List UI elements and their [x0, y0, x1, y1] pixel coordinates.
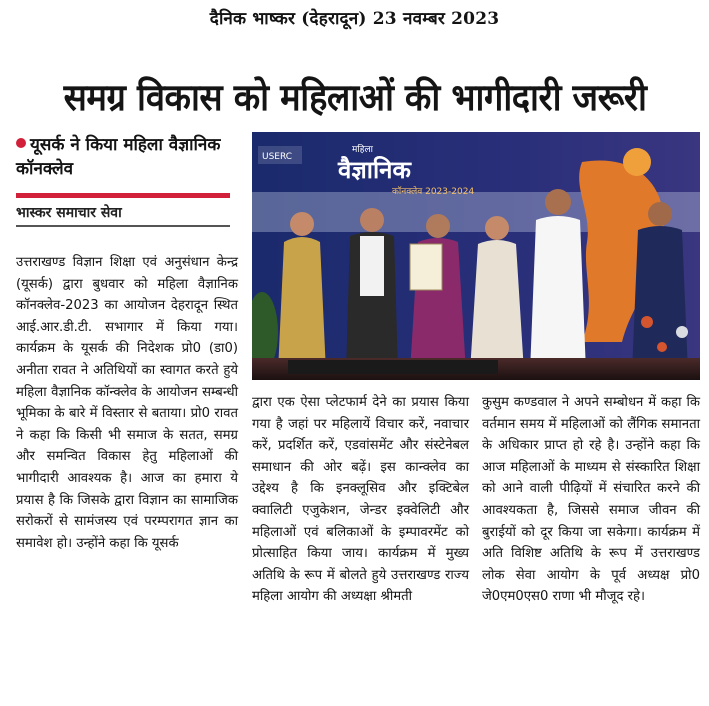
- event-photo: [252, 132, 700, 380]
- masthead: दैनिक भाष्कर (देहरादून) 23 नवम्बर 2023: [209, 9, 500, 29]
- divider: [16, 225, 230, 227]
- banner-title: वैज्ञानिक: [338, 156, 411, 184]
- banner-subtitle: कॉनक्लेव 2023-2024: [392, 187, 475, 197]
- accent-bar: [16, 193, 230, 198]
- subheadline: [16, 133, 230, 181]
- article-column-2: द्वारा एक ऐसा प्लेटफार्म देने का प्रयास किया गया है जहां पर महिलायें विचार करें, नवाचार करें, प्रदर्शित करें, एडवांसमेंट और संस्टेनेबल समाधान की ओर बढ़ें। इस कान्क्लेव का उद्देश्य है कि इनक्लूसिव और इक्टिबेल क्वालिटी एजुकेशन, जेन्डर इक्वेलिटी और महिलाओं एवं बलिकाओं के इम्पावरमेंट को प्रोत्साहित किया जाय। कार्यक्रम में मुख्य अतिथि के रूप में बोलते हुये उत्तराखण्ड राज्य महिला आयोग की अध्यक्षा श्रीमती: [252, 395, 469, 605]
- article-column-1: उत्तराखण्ड विज्ञान शिक्षा एवं अनुसंधान केन्द्र (यूसर्क) द्वारा बुधवार को महिला वैज्ञानिक कॉनक्लेव-2023 का आयोजन देहरादून स्थित आई.आर.डी.टी. सभागार में किया गया। कार्यक्रम के यूसर्क की निदेशक प्रो0 (डा0) अनीता रावत ने अतिथियों का स्वागत करते हुये महिला वैज्ञानिक कॉन्क्लेव के आयोजन सम्बन्धी भूमिका के बारे में विस्तार से बताया। प्रो0 रावत ने कहा कि किसी भी समाज के सतत, समग्र और समन्वित विकास हेतु महिलाओं की भागीदारी आवश्यक है। आज का हमारा ये प्रयास है कि जिसके द्वारा विज्ञान का सामाजिक सरोकरों से सामंजस्य एवं परम्परागत ज्ञान का समावेश हो। उन्होंने कहा कि यूसर्क: [16, 255, 238, 551]
- banner-small-text: महिला: [352, 145, 373, 155]
- photo-illustration: [252, 132, 700, 380]
- subheadline-text: यूसर्क ने किया महिला वैज्ञानिक कॉनक्लेव: [16, 135, 221, 179]
- headline: समग्र विकास को महिलाओं की भागीदारी जरूरी: [63, 76, 647, 119]
- logo-text: USERC: [262, 152, 293, 162]
- article-column-3: कुसुम कण्डवाल ने अपने सम्बोधन में कहा कि वर्तमान समय में महिलाओं को लैंगिक समानता के अधिकार प्राप्त हो रहे है। उन्होंने कहा कि आज महिलाओं के माध्यम से संस्कारित शिक्षा को आने वाली पीढ़ियों में संचारित करने की आवश्यकता है, जिससे समाज जीवन की बुराईयों को दूर किया जा सकेगा। कार्यक्रम में अति विशिष्ट अतिथि के रूप में उत्तराखण्ड लोक सेवा आयोग के पूर्व अध्यक्ष प्रो0 जे0एम0एस0 राणा भी मौजूद रहे।: [482, 395, 700, 605]
- byline: भास्कर समाचार सेवा: [16, 205, 122, 221]
- bullet-dot-icon: [16, 138, 26, 148]
